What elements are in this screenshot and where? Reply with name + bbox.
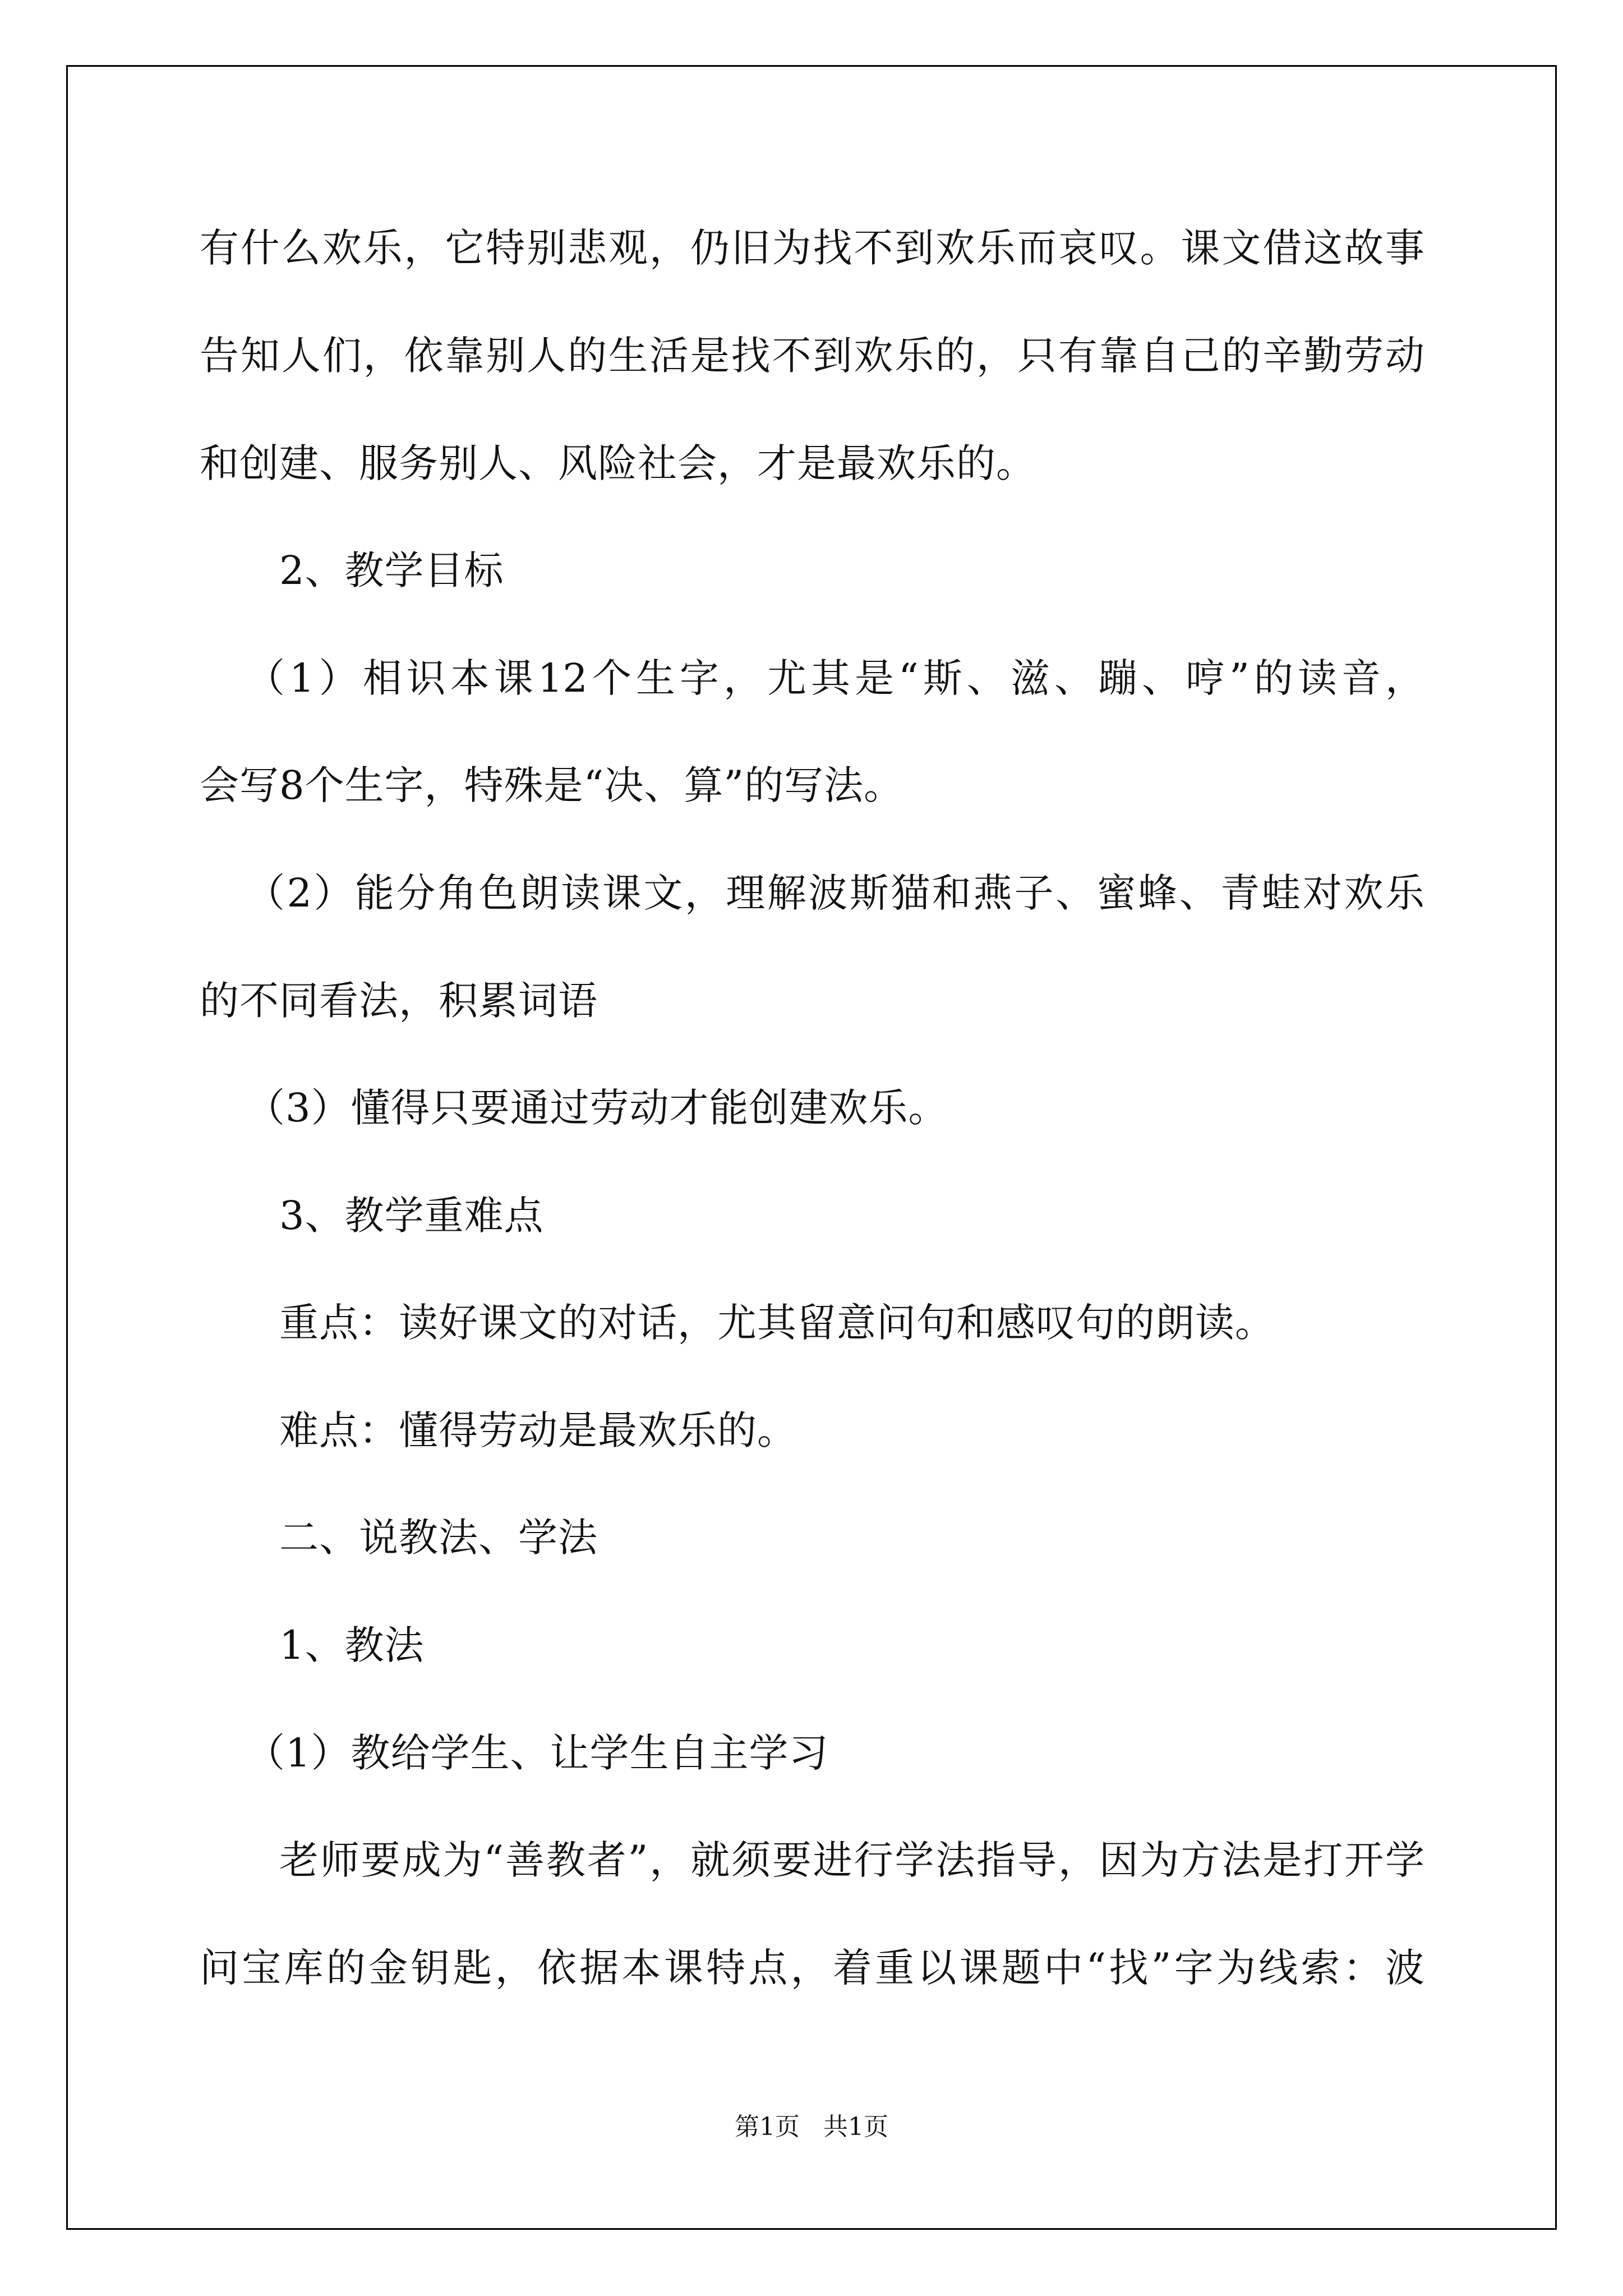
body-text-line: 有什么欢乐，它特别悲观，仍旧为找不到欢乐而哀叹。课文借这故事 [200, 225, 1424, 271]
section-heading: 2、教学目标 [279, 547, 504, 593]
body-text-line: 告知人们，依靠别人的生活是找不到欢乐的，只有靠自己的辛勤劳动 [200, 333, 1424, 379]
body-text-line: 重点：读好课文的对话，尤其留意问句和感叹句的朗读。 [279, 1300, 1275, 1346]
body-text-line: 问宝库的金钥匙，依据本课特点，着重以课题中“找”字为线索：波 [200, 1945, 1424, 1991]
section-heading: 3、教学重难点 [279, 1193, 544, 1239]
body-text-line: 会写8个生字，特殊是“决、算”的写法。 [200, 762, 904, 808]
body-text-line: （1）相识本课12个生字，尤其是“斯、滋、蹦、哼”的读音， [246, 655, 1424, 701]
body-text-line: （2）能分角色朗读课文，理解波斯猫和燕子、蜜蜂、青蛙对欢乐 [246, 870, 1424, 916]
body-text-line: 难点：懂得劳动是最欢乐的。 [279, 1407, 797, 1453]
section-heading: 1、教法 [279, 1622, 425, 1668]
body-text-line: 和创建、服务别人、风险社会，才是最欢乐的。 [200, 440, 1036, 486]
body-text-line: 的不同看法，积累词语 [200, 978, 598, 1024]
page-border [66, 65, 1557, 2230]
section-heading: 二、说教法、学法 [279, 1515, 598, 1561]
body-text-line: （3）懂得只要通过劳动才能创建欢乐。 [246, 1085, 948, 1131]
body-text-line: （1）教给学生、让学生自主学习 [246, 1730, 829, 1776]
body-text-line: 老师要成为“善教者”，就须要进行学法指导，因为方法是打开学 [279, 1837, 1424, 1883]
page-footer: 第1页 共1页 [735, 2113, 888, 2141]
